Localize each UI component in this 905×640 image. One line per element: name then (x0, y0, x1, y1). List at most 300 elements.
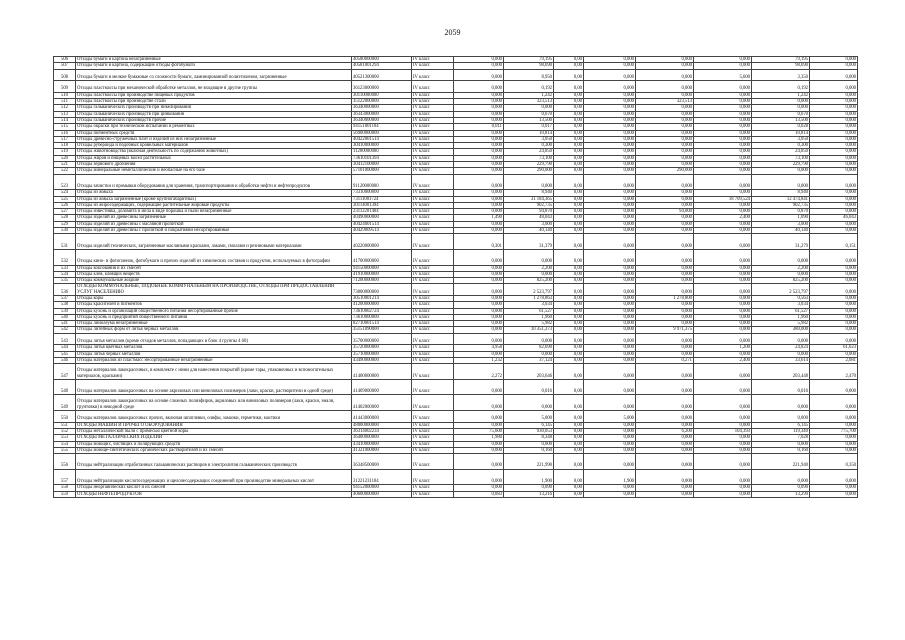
balance-start-cell: 75,600 (454, 428, 504, 434)
neutralized-cell: 0,000 (636, 111, 694, 117)
balance-end-cell: 0,000 (810, 422, 858, 428)
hazard-class-cell: IV класс (412, 234, 454, 250)
received-cell: 0,00 (554, 196, 584, 202)
row-number-cell: 524 (54, 190, 76, 196)
transferred-cell: 104,393 (694, 428, 752, 434)
row-number-cell: 514 (54, 117, 76, 123)
balance-start-cell: 0,000 (454, 149, 504, 155)
transferred-cell: 0,000 (694, 209, 752, 215)
transferred-cell: 2,400 (694, 357, 752, 363)
waste-code-cell: 41409000000 (352, 379, 412, 395)
balance-end-cell: 0,000 (810, 321, 858, 327)
waste-code-cell: 73000000000 (352, 284, 412, 296)
balance-end-cell: 0,000 (810, 271, 858, 277)
waste-name-cell: Отходы бумаги и картона незагрязненные (76, 57, 352, 63)
waste-name-cell: Отходы пигментных средств (76, 130, 352, 136)
row-number-cell: 510 (54, 92, 76, 98)
disposed-cell: 0,090 (752, 485, 810, 491)
row-number-cell: 521 (54, 162, 76, 168)
hazard-class-cell: IV класс (412, 221, 454, 227)
waste-code-cell: 73310000000 (352, 190, 412, 196)
transferred-cell: 0,000 (694, 143, 752, 149)
balance-end-cell: 0,000 (810, 209, 858, 215)
neutralized-cell: 0,000 (636, 69, 694, 81)
generated-cell: 94,870 (504, 209, 554, 215)
balance-end-cell: 0,000 (810, 221, 858, 227)
disposed-cell: 380,000 (752, 327, 810, 333)
hazard-class-cell: IV класс (412, 314, 454, 320)
disposed-cell: 10,814 (752, 130, 810, 136)
transferred-cell: 0,000 (694, 491, 752, 497)
generated-cell: 0,000 (504, 174, 554, 190)
waste-name-cell: Отходы пластмассы при производстве пищевых продуктов (76, 92, 352, 98)
page-number: 2059 (444, 28, 461, 37)
row-number-cell: 533 (54, 265, 76, 271)
table-row (54, 491, 858, 497)
disposed-cell: 0,160 (752, 447, 810, 453)
waste-name-cell: Отходы изделий из древесины загрязненные (76, 215, 352, 221)
row-number-cell: 529 (54, 221, 76, 227)
hazard-class-cell: IV класс (412, 278, 454, 284)
waste-code-cell: 91120000000 (352, 174, 412, 190)
generated-cell: 3,034 (504, 302, 554, 308)
transferred-cell: 0,000 (694, 351, 752, 357)
waste-name-cell: Отходы неорганических кислот и их смесей (76, 485, 352, 491)
generated-cell: 0,000 (504, 351, 554, 357)
balance-start-cell: 0,083 (454, 491, 504, 497)
neutralized-cell: 0,000 (636, 105, 694, 111)
hazard-class-cell: IV класс (412, 174, 454, 190)
utilized-cell: 0,000 (584, 124, 636, 130)
balance-start-cell: 0,000 (454, 228, 504, 234)
utilized-cell: 0,000 (584, 81, 636, 93)
balance-end-cell: 0,000 (810, 228, 858, 234)
generated-cell: 1,960 (504, 314, 554, 320)
neutralized-cell: 0,000 (636, 136, 694, 142)
generated-cell: 5,982 (504, 321, 554, 327)
neutralized-cell: 0,000 (636, 302, 694, 308)
row-number-cell: 527 (54, 209, 76, 215)
waste-name-cell: Отходы коры (76, 295, 352, 301)
row-number-cell: 555 (54, 447, 76, 453)
utilized-cell: 0,000 (584, 215, 636, 221)
received-cell: 0,00 (554, 314, 584, 320)
hazard-class-cell: IV класс (412, 155, 454, 161)
waste-name-cell: Отходы литья черных металлов (76, 351, 352, 357)
disposed-cell: 0,000 (752, 99, 810, 105)
balance-start-cell: 0,000 (454, 333, 504, 345)
balance-end-cell: 0,000 (810, 136, 858, 142)
waste-name-cell: Отходы материалов лакокрасочных, в комплекте с ними для нанесения покрытий (кроме тары, упаковочных и вспомогательных материалов, красками) (76, 364, 352, 380)
transferred-cell: 0,000 (694, 422, 752, 428)
disposed-cell: 0,670 (752, 111, 810, 117)
received-cell: 0,00 (554, 435, 584, 441)
generated-cell: 8,940 (504, 190, 554, 196)
hazard-class-cell: IV класс (412, 249, 454, 265)
received-cell: 0,00 (554, 174, 584, 190)
utilized-cell: 0,000 (584, 174, 636, 190)
received-cell: 0,00 (554, 379, 584, 395)
waste-name-cell: Отходы материалов лакокрасочных на основе сложных полиэфиров, акриловых или виниловых полимеров (лаки, краски, эмали, грунтовки) в неводной среде (76, 395, 352, 411)
balance-end-cell: 0,350 (810, 454, 858, 470)
row-number-cell: 545 (54, 351, 76, 357)
received-cell: 0,00 (554, 124, 584, 130)
balance-end-cell: 0,000 (810, 92, 858, 98)
received-cell: 0,00 (554, 295, 584, 301)
disposed-cell: 2,200 (752, 265, 810, 271)
received-cell: 0,00 (554, 395, 584, 411)
utilized-cell: 0,000 (584, 485, 636, 491)
received-cell: 0,00 (554, 265, 584, 271)
waste-name-cell: Отходы материалов из пластмасс несортированные незагрязненные (76, 357, 352, 363)
transferred-cell: 0,000 (694, 441, 752, 447)
balance-start-cell: 0,000 (454, 196, 504, 202)
neutralized-cell: 0,000 (636, 215, 694, 221)
transferred-cell: 0,000 (694, 308, 752, 314)
neutralized-cell: 0,000 (636, 441, 694, 447)
generated-cell: 3,050 (504, 136, 554, 142)
transferred-cell: 0,000 (694, 92, 752, 98)
utilized-cell: 0,000 (584, 284, 636, 296)
waste-code-cell: 30412100000 (352, 162, 412, 168)
received-cell: 0,00 (554, 284, 584, 296)
disposed-cell: 0,300 (752, 143, 810, 149)
waste-name-cell: Отходы гальванических производств прочие (76, 117, 352, 123)
neutralized-cell: 0,000 (636, 143, 694, 149)
generated-cell: 0,670 (504, 111, 554, 117)
hazard-class-cell: IV класс (412, 422, 454, 428)
neutralized-cell: 0,000 (636, 57, 694, 63)
hazard-class-cell: IV класс (412, 215, 454, 221)
hazard-class-cell: IV класс (412, 63, 454, 69)
disposed-cell: 0,870 (752, 209, 810, 215)
row-number-cell: 531 (54, 234, 76, 250)
neutralized-cell: 0,000 (636, 190, 694, 196)
disposed-cell: 0,016 (752, 379, 810, 395)
utilized-cell: 0,000 (584, 234, 636, 250)
balance-start-cell: 0,000 (454, 454, 504, 470)
hazard-class-cell: IV класс (412, 321, 454, 327)
utilized-cell: 0,000 (584, 302, 636, 308)
waste-code-cell: 35700000000 (352, 333, 412, 345)
row-number-cell: 552 (54, 428, 76, 434)
waste-name-cell: Отходы из жиросодержащих, содержащие растительные жировые продукты (76, 202, 352, 208)
utilized-cell: 0,000 (584, 168, 636, 174)
hazard-class-cell: IV класс (412, 105, 454, 111)
received-cell: 0,00 (554, 228, 584, 234)
utilized-cell: 0,000 (584, 99, 636, 105)
generated-cell: 0,000 (504, 105, 554, 111)
balance-end-cell: 0,000 (810, 190, 858, 196)
row-number-cell: 544 (54, 345, 76, 351)
row-number-cell: 551 (54, 422, 76, 428)
neutralized-cell: 0,000 (636, 162, 694, 168)
waste-name-cell: Отходы гальванических производств при никелировании (76, 105, 352, 111)
transferred-cell: 18 709,524 (694, 196, 752, 202)
row-number-cell: 511 (54, 99, 76, 105)
neutralized-cell: 0,000 (636, 124, 694, 130)
balance-end-cell: 0,000 (810, 143, 858, 149)
waste-code-cell: 11200000000 (352, 149, 412, 155)
waste-code-cell: 40581001294 (352, 63, 412, 69)
waste-code-cell: 41400000000 (352, 364, 412, 380)
waste-code-cell: 41402000000 (352, 395, 412, 411)
utilized-cell: 0,000 (584, 196, 636, 202)
balance-start-cell: 0,000 (454, 202, 504, 208)
table-row (54, 411, 858, 423)
transferred-cell: 0,000 (694, 469, 752, 485)
received-cell: 0,00 (554, 308, 584, 314)
transferred-cell: 0,000 (694, 284, 752, 296)
row-number-cell: 546 (54, 357, 76, 363)
balance-start-cell: 4,958 (454, 345, 504, 351)
balance-end-cell: 0,000 (810, 168, 858, 174)
utilized-cell: 1,900 (584, 469, 636, 485)
utilized-cell: 0,000 (584, 441, 636, 447)
balance-start-cell: 0,000 (454, 168, 504, 174)
balance-start-cell: 0,000 (454, 469, 504, 485)
row-number-cell: 518 (54, 143, 76, 149)
waste-name-cell: ОТХОДЫ МАШИН И ПРОЧЕГО ОБОРУДОВАНИЯ (76, 422, 352, 428)
waste-code-cell: 30114001394 (352, 202, 412, 208)
utilized-cell: 0,000 (584, 69, 636, 81)
waste-name-cell: Отходы минеральные неметаллические и неопасные на его базе (76, 168, 352, 174)
balance-start-cell: 0,000 (454, 143, 504, 149)
waste-code-cell: 43410000000 (352, 441, 412, 447)
waste-code-cell: 36340000000 (352, 105, 412, 111)
transferred-cell: 0,000 (694, 265, 752, 271)
neutralized-cell: 0,000 (636, 265, 694, 271)
disposed-cell: 0,000 (752, 271, 810, 277)
hazard-class-cell: IV класс (412, 124, 454, 130)
balance-end-cell: 0,000 (810, 117, 858, 123)
waste-name-cell: Отходы нейтрализации кислотосодержащих и щелочесодержащих соединений при производстве минеральных кислот (76, 469, 352, 485)
waste-code-cell: 57101000000 (352, 168, 412, 174)
waste-name-cell: Отходы изделий технических, загрязненные масляными красками, лаками, смолами и резиновыми материалами (76, 234, 352, 250)
neutralized-cell: 0,000 (636, 379, 694, 395)
disposed-cell: 902,735 (752, 202, 810, 208)
received-cell: 0,00 (554, 69, 584, 81)
transferred-cell: 0,000 (694, 302, 752, 308)
row-number-cell: 553 (54, 435, 76, 441)
hazard-class-cell: IV класс (412, 357, 454, 363)
balance-start-cell: 0,000 (454, 265, 504, 271)
balance-start-cell: 1,490 (454, 215, 504, 221)
hazard-class-cell: IV класс (412, 327, 454, 333)
waste-name-cell: Отходы кухонь и организаций общественного питания несортированные прочие (76, 308, 352, 314)
disposed-cell: 0,192 (752, 81, 810, 93)
row-number-cell: 537 (54, 295, 76, 301)
row-number-cell: 532 (54, 249, 76, 265)
waste-name-cell: Отходы бумаги и картона, содержащие отходы фотобумаги (76, 63, 352, 69)
waste-name-cell: Отходы кино- и фотопленок, фотобумаги и прочих изделий из химических составов и продуктов, используемых в фотографии (76, 249, 352, 265)
waste-name-cell: Отходы изделий из древесины с пропиткой и покрытиями несортированные (76, 228, 352, 234)
hazard-class-cell: IV класс (412, 364, 454, 380)
transferred-cell: 0,000 (694, 411, 752, 423)
utilized-cell: 0,000 (584, 278, 636, 284)
balance-end-cell: 0,000 (810, 105, 858, 111)
waste-code-cell: 43490000000 (352, 357, 412, 363)
transferred-cell: 0,000 (694, 99, 752, 105)
balance-end-cell: 2,081 (810, 357, 858, 363)
balance-start-cell: 0,000 (454, 271, 504, 277)
generated-cell: 0,090 (504, 485, 554, 491)
hazard-class-cell: IV класс (412, 209, 454, 215)
received-cell: 0,00 (554, 333, 584, 345)
disposed-cell: 0,000 (752, 174, 810, 190)
transferred-cell: 0,000 (694, 321, 752, 327)
neutralized-cell: 0,000 (636, 284, 694, 296)
waste-code-cell: 30410000000 (352, 143, 412, 149)
waste-code-cell: 30110000000 (352, 92, 412, 98)
generated-cell: 82,690 (504, 345, 554, 351)
balance-start-cell: 0,011 (454, 124, 504, 130)
generated-cell: 48,043 (504, 215, 554, 221)
balance-end-cell: 0,000 (810, 327, 858, 333)
generated-cell: 40,140 (504, 228, 554, 234)
balance-start-cell: 0,000 (454, 485, 504, 491)
row-number-cell: 556 (54, 454, 76, 470)
table-row (54, 333, 858, 345)
generated-cell: 2 523,797 (504, 284, 554, 296)
balance-end-cell: 0,000 (810, 395, 858, 411)
waste-code-cell: 40422001514 (352, 136, 412, 142)
balance-start-cell: 0,000 (454, 379, 504, 395)
row-number-cell: 509 (54, 81, 76, 93)
utilized-cell: 0,000 (584, 345, 636, 351)
received-cell: 0,00 (554, 190, 584, 196)
waste-code-cell: 36348500000 (352, 454, 412, 470)
balance-end-cell: 0,000 (810, 308, 858, 314)
balance-end-cell: 775,700 (810, 428, 858, 434)
hazard-class-cell: IV класс (412, 190, 454, 196)
hazard-class-cell: IV класс (412, 149, 454, 155)
received-cell: 0,00 (554, 302, 584, 308)
balance-start-cell: 0,000 (454, 162, 504, 168)
received-cell: 0,00 (554, 105, 584, 111)
hazard-class-cell: IV класс (412, 69, 454, 81)
transferred-cell: 0,000 (694, 155, 752, 161)
balance-start-cell: 0,000 (454, 321, 504, 327)
balance-start-cell: 0,000 (454, 190, 504, 196)
disposed-cell: 2 523,797 (752, 284, 810, 296)
waste-name-cell: Отходы зернового дробления (76, 162, 352, 168)
neutralized-cell: 0,000 (636, 278, 694, 284)
hazard-class-cell: IV класс (412, 454, 454, 470)
waste-name-cell: Отходы известняка, доломита и мела в виде порошка и пыли незагрязненные (76, 209, 352, 215)
row-number-cell: 554 (54, 441, 76, 447)
utilized-cell: 0,000 (584, 351, 636, 357)
utilized-cell: 0,000 (584, 155, 636, 161)
hazard-class-cell: IV класс (412, 57, 454, 63)
hazard-class-cell: IV класс (412, 333, 454, 345)
transferred-cell: 0,000 (694, 447, 752, 453)
disposed-cell: 73,100 (752, 155, 810, 161)
disposed-cell: 0,000 (752, 249, 810, 265)
waste-code-cell: 94150000000 (352, 265, 412, 271)
row-number-cell: 526 (54, 202, 76, 208)
row-number-cell: 541 (54, 321, 76, 327)
transferred-cell: 0,000 (694, 364, 752, 380)
balance-start-cell: 0,000 (454, 441, 504, 447)
waste-code-cell: 35151090000 (352, 327, 412, 333)
generated-cell: 13,500 (504, 117, 554, 123)
balance-start-cell: 0,000 (454, 63, 504, 69)
neutralized-cell: 0,000 (636, 155, 694, 161)
balance-start-cell: 0,000 (454, 314, 504, 320)
transferred-cell: 0,000 (694, 314, 752, 320)
table-row (54, 395, 858, 411)
hazard-class-cell: IV класс (412, 469, 454, 485)
waste-code-cell: 40600000000 (352, 491, 412, 497)
disposed-cell: 13,299 (752, 491, 810, 497)
disposed-cell: 0,000 (752, 333, 810, 345)
waste-name-cell: Отходы материалов лакокрасочных на основе акриловых или виниловых полимеров (лаки, краски, растворители в одной среде) (76, 379, 352, 395)
generated-cell: 0,016 (504, 379, 554, 395)
hazard-class-cell: IV класс (412, 162, 454, 168)
balance-end-cell: 0,000 (810, 435, 858, 441)
waste-code-cell: 73610000000 (352, 314, 412, 320)
received-cell: 0,00 (554, 117, 584, 123)
hazard-class-cell: IV класс (412, 491, 454, 497)
disposed-cell: 825,200 (752, 278, 810, 284)
neutralized-cell: 0,000 (636, 314, 694, 320)
balance-end-cell: 0,000 (810, 333, 858, 345)
generated-cell: 6,145 (504, 422, 554, 428)
utilized-cell: 0,000 (584, 202, 636, 208)
disposed-cell: 7,028 (752, 435, 810, 441)
transferred-cell: 1,200 (694, 345, 752, 351)
received-cell: 0,00 (554, 469, 584, 485)
waste-name-cell: Отходы литья металлов (кроме отходов металлов, попадающих в блок 4 группы 4 60) (76, 333, 352, 345)
waste-name-cell: Отходы клея, клеящих веществ (76, 271, 352, 277)
generated-cell: 290,000 (504, 168, 554, 174)
received-cell: 0,00 (554, 149, 584, 155)
received-cell: 0,00 (554, 130, 584, 136)
transferred-cell: 0,000 (694, 295, 752, 301)
balance-end-cell: 0,000 (810, 63, 858, 69)
waste-name-cell: Отходы из жмыха загрязненные (кроме крупногабаритных) (76, 196, 352, 202)
hazard-class-cell: IV класс (412, 302, 454, 308)
waste-code-cell: 36314002234 (352, 428, 412, 434)
received-cell: 0,00 (554, 136, 584, 142)
hazard-class-cell: IV класс (412, 111, 454, 117)
balance-end-cell: 0,000 (810, 202, 858, 208)
waste-name-cell: Отходы линолеума незагрязненные (76, 321, 352, 327)
neutralized-cell: 0,000 (636, 345, 694, 351)
balance-end-cell: 46,043 (810, 215, 858, 221)
row-number-cell: 513 (54, 111, 76, 117)
neutralized-cell: 0,000 (636, 469, 694, 485)
balance-start-cell: 0,301 (454, 234, 504, 250)
disposed-cell: 1,090 (752, 215, 810, 221)
waste-name-cell: Отходы древесно-стружечных плит и изделий из них незагрязненные (76, 136, 352, 142)
received-cell: 0,00 (554, 202, 584, 208)
neutralized-cell: 6,200 (636, 428, 694, 434)
hazard-class-cell: IV класс (412, 196, 454, 202)
table-row (54, 364, 858, 380)
row-number-cell: 507 (54, 63, 76, 69)
waste-name-cell: ОТХОДЫ МЕТАЛЛИЧЕСКИХ ИЗДЕЛИЙ (76, 435, 352, 441)
neutralized-cell: 0,000 (636, 351, 694, 357)
neutralized-cell: 0,000 (636, 221, 694, 227)
waste-code-cell: 73111001724 (352, 196, 412, 202)
neutralized-cell: 0,000 (636, 130, 694, 136)
hazard-class-cell: IV класс (412, 81, 454, 93)
waste-code-cell: 41321000000 (352, 447, 412, 453)
table-row (54, 284, 858, 296)
disposed-cell: 79,195 (752, 57, 810, 63)
